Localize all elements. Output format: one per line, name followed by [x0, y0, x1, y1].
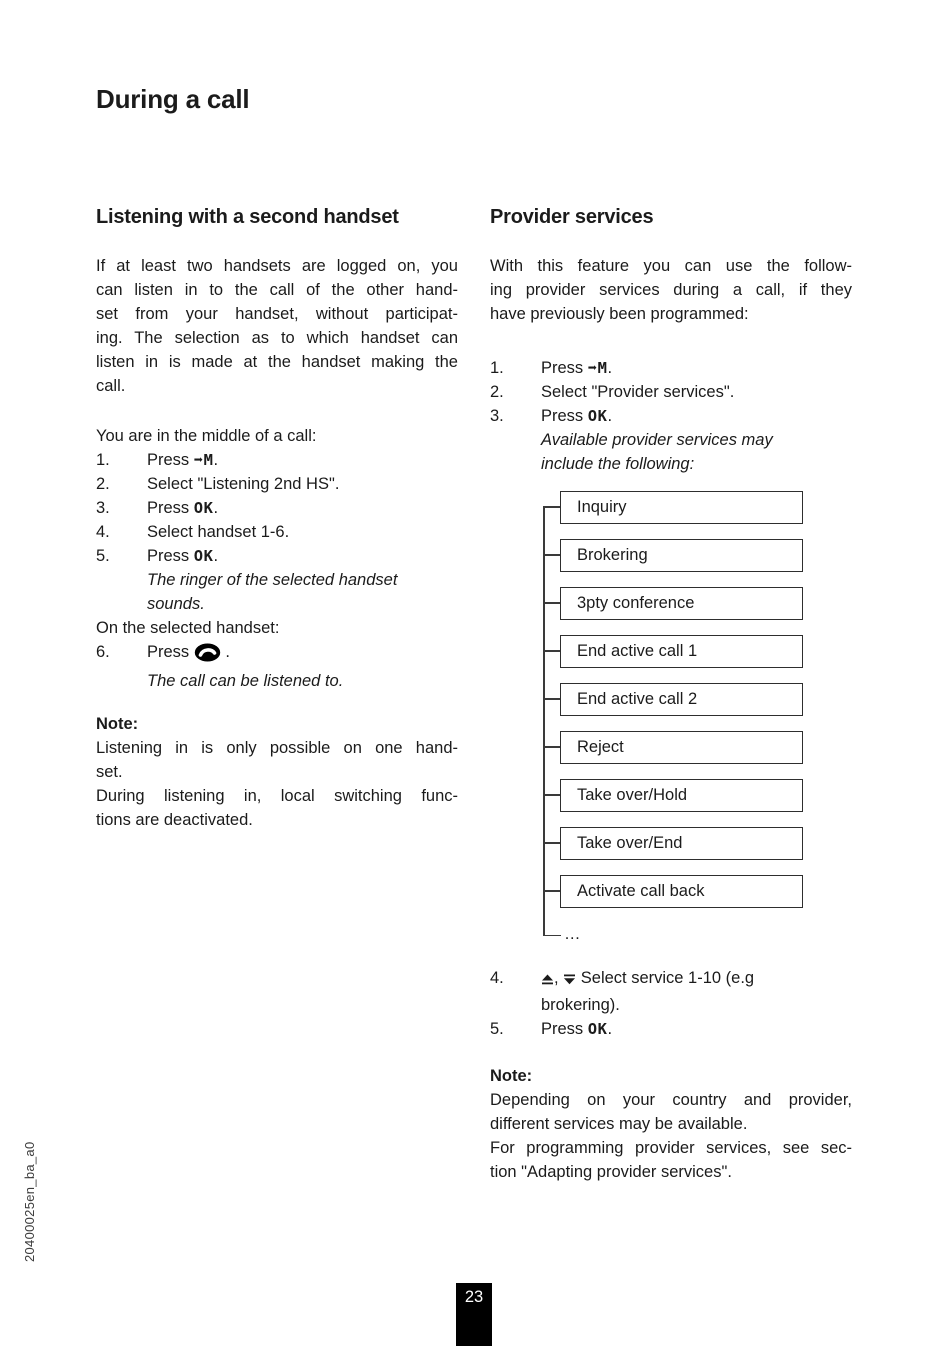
section-heading-provider: Provider services — [490, 206, 654, 228]
talk-key-icon — [194, 643, 221, 669]
step-text: Select "Listening 2nd HS". — [147, 475, 340, 493]
service-box: End active call 1 — [560, 635, 803, 668]
step-text: . — [607, 1020, 613, 1038]
menu-key-icon: ➡M — [193, 451, 214, 469]
step-row — [490, 356, 852, 380]
menu-key-icon: ➡M — [587, 359, 608, 377]
paragraph-line: With this feature you can use the follow- — [490, 257, 852, 275]
tree-branch-line — [543, 698, 560, 700]
step-number: 4. — [490, 969, 504, 987]
step-number: 5. — [490, 1020, 504, 1038]
tree-branch-line — [543, 554, 560, 556]
right-paragraph — [490, 254, 852, 326]
step-text: . — [213, 499, 219, 517]
right-note — [490, 1064, 852, 1184]
step-text: . — [220, 643, 230, 661]
list-intro: You are in the middle of a call: — [96, 427, 317, 445]
ok-key-icon: OK — [587, 407, 608, 425]
ok-key-icon: OK — [193, 499, 214, 517]
paragraph-line: ing provider services during a call, if they — [490, 281, 852, 299]
page-number: 23 — [464, 1288, 484, 1306]
tree-branch-line — [543, 746, 560, 748]
right-steps-continued — [490, 966, 852, 1041]
left-steps — [96, 424, 458, 693]
step-text: . — [607, 359, 613, 377]
paragraph-line: can listen in to the call of the other hand- — [96, 281, 458, 299]
document-code: 20400025en_ba_a0 — [22, 1141, 37, 1262]
tree-end-line — [543, 935, 561, 937]
service-box: Take over/End — [560, 827, 803, 860]
note-line: For programming provider services, see sec- — [490, 1139, 852, 1157]
step-row — [490, 966, 852, 993]
paragraph-line: ing. The selection as to which handset can — [96, 329, 458, 347]
step-result-text: include the following: — [541, 455, 695, 473]
step-row — [490, 404, 852, 428]
service-box: Take over/Hold — [560, 779, 803, 812]
ok-key-icon: OK — [193, 547, 214, 565]
step-number: 2. — [96, 475, 110, 493]
paragraph-line: set from your handset, without participat- — [96, 305, 458, 323]
tree-vertical-line — [543, 507, 545, 936]
step-text: Press — [541, 407, 588, 425]
service-box: Activate call back — [560, 875, 803, 908]
step-text: Select service 1-10 (e.g — [576, 969, 755, 987]
step-text: , — [554, 969, 564, 987]
step-text: . — [607, 407, 613, 425]
ok-key-icon: OK — [587, 1020, 608, 1038]
step-text: . — [213, 451, 219, 469]
left-note — [96, 712, 458, 832]
left-paragraph — [96, 254, 458, 398]
note-label: Note: — [490, 1067, 533, 1085]
step-row — [96, 448, 458, 472]
list-interlude: On the selected handset: — [96, 619, 280, 637]
step-row — [96, 520, 458, 544]
step-result-text: Available provider services may — [541, 431, 773, 449]
step-row — [490, 1017, 852, 1041]
note-line: different services may be available. — [490, 1115, 748, 1133]
step-number: 6. — [96, 643, 110, 661]
service-box: Reject — [560, 731, 803, 764]
paragraph-line: call. — [96, 377, 126, 395]
tree-branch-line — [543, 506, 560, 508]
step-result-text: The call can be listened to. — [147, 672, 344, 690]
note-line: Listening in is only possible on one hand- — [96, 739, 458, 757]
down-key-icon — [563, 969, 576, 993]
service-box: End active call 2 — [560, 683, 803, 716]
step-text: Press — [147, 451, 194, 469]
step-result-text: sounds. — [147, 595, 205, 613]
service-box: Brokering — [560, 539, 803, 572]
step-number: 4. — [96, 523, 110, 541]
tree-branch-line — [543, 650, 560, 652]
step-result-text: The ringer of the selected handset — [147, 571, 398, 589]
service-box: 3pty conference — [560, 587, 803, 620]
step-text: Press — [147, 547, 194, 565]
step-text: . — [213, 547, 219, 565]
step-text: Select handset 1-6. — [147, 523, 290, 541]
step-number: 3. — [490, 407, 504, 425]
paragraph-line: have previously been programmed: — [490, 305, 749, 323]
step-text: Select "Provider services". — [541, 383, 735, 401]
step-text: Press — [147, 643, 194, 661]
tree-branch-line — [543, 842, 560, 844]
tree-branch-line — [543, 602, 560, 604]
step-text: Press — [541, 359, 588, 377]
step-number: 1. — [490, 359, 504, 377]
step-number: 5. — [96, 547, 110, 565]
step-number: 1. — [96, 451, 110, 469]
note-line: Depending on your country and provider, — [490, 1091, 852, 1109]
step-row — [96, 544, 458, 568]
up-key-icon — [541, 969, 554, 993]
page-title: During a call — [96, 84, 250, 114]
diagram-ellipsis: … — [564, 925, 582, 943]
step-text: Press — [541, 1020, 588, 1038]
service-box: Inquiry — [560, 491, 803, 524]
step-row — [490, 993, 852, 1017]
step-row — [96, 640, 458, 669]
page-number-tab — [456, 1283, 492, 1346]
paragraph-line: If at least two handsets are logged on, you — [96, 257, 458, 275]
note-line: tions are deactivated. — [96, 811, 253, 829]
step-number: 3. — [96, 499, 110, 517]
note-label: Note: — [96, 715, 139, 733]
step-text: brokering). — [541, 996, 620, 1014]
section-heading-listening: Listening with a second handset — [96, 206, 399, 228]
tree-branch-line — [543, 890, 560, 892]
step-row — [96, 472, 458, 496]
note-line: During listening in, local switching func- — [96, 787, 458, 805]
step-text: Press — [147, 499, 194, 517]
paragraph-line: listen in is made at the handset making the — [96, 353, 458, 371]
right-steps — [490, 356, 852, 476]
step-row — [490, 380, 852, 404]
step-number: 2. — [490, 383, 504, 401]
tree-branch-line — [543, 794, 560, 796]
note-line: set. — [96, 763, 123, 781]
step-row — [96, 496, 458, 520]
note-line: tion "Adapting provider services". — [490, 1163, 732, 1181]
